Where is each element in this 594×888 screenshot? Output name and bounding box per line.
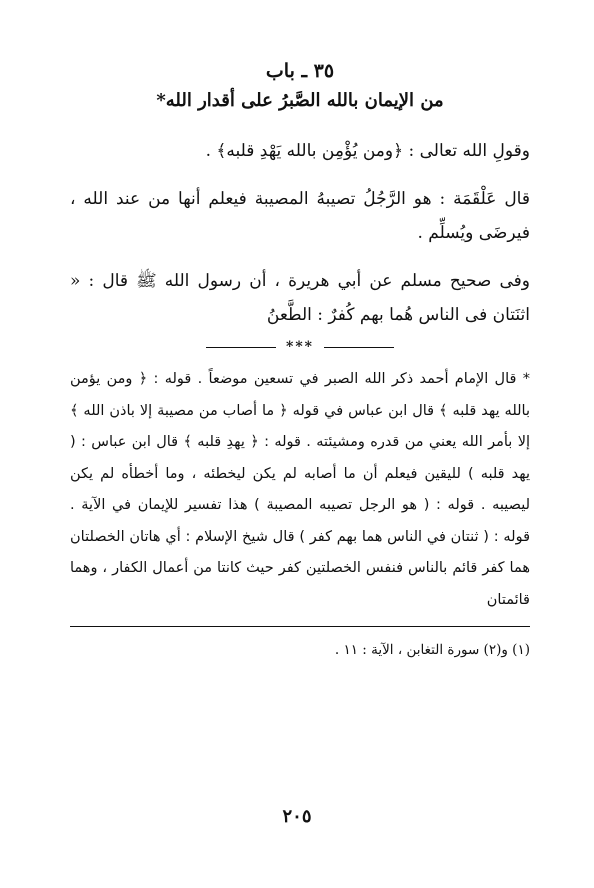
body-paragraph-alqama: قال عَلْقَمَة : هو الرَّجُلُ تصيبهُ المصيبة فيعلم أنها من عند الله ، فيرضَى ويُسلِّم .: [70, 189, 530, 243]
paragraph-gap: [70, 250, 530, 264]
body-paragraph-verse: وقولِ الله تعالى : ﴿ومن يُؤْمِن بالله يَهْدِ قلبه﴾ .: [205, 141, 530, 161]
footnote: (١) و(٢) سورة التغابن ، الآية : ١١ .: [334, 642, 530, 658]
page-number: ٢٠٥: [282, 806, 312, 827]
body-paragraph-hadith: وفى صحيح مسلم عن أبي هريرة ، أن رسول الله ﷺ قال : « اثنَتان فى الناس هُما بهم كُفرٌ : الطَّعنُ: [70, 271, 530, 325]
footnote-rule: [70, 626, 530, 627]
separator-stars: ***: [286, 339, 314, 355]
chapter-title: من الإيمان بالله الصَّبرُ على أقدار الله*: [156, 90, 444, 111]
separator-line: [324, 347, 394, 348]
book-page: [70, 56, 530, 663]
chapter-number: ٣٥ ـ باب: [265, 60, 335, 82]
paragraph-gap: [70, 168, 530, 182]
section-separator: [70, 334, 530, 360]
separator-line: [206, 347, 276, 348]
commentary-text: * قال الإمام أحمد ذكر الله الصبر في تسعين موضعاً . قوله : ﴿ ومن يؤمن بالله يهد قلبه ﴾ قال ابن عباس في قوله ﴿ ما أصاب من مصيبة إلا باذن الله ﴾ إلا بأمر الله يعني من قدره ومشيئته . قوله : ﴿ يهدِ قلبه ﴾ قال ابن عباس : ( يهد قلبه ) لليقين فيعلم أن ما أصابه لم يكن ليخطئه ، وما أخطأه لم يكن ليصيبه . قوله : ( هو الرجل تصيبه المصيبة ) هذا تفسير للإيمان في الآية . قوله : ( ثنتان في الناس هما بهم كفر ) قال شيخ الإسلام : أي هاتان الخصلتان هما كفر قائم بالناس فنفس الخصلتين كفر حيث كانتا من أعمال الكفار ، وهما قائمتان: [70, 371, 530, 608]
